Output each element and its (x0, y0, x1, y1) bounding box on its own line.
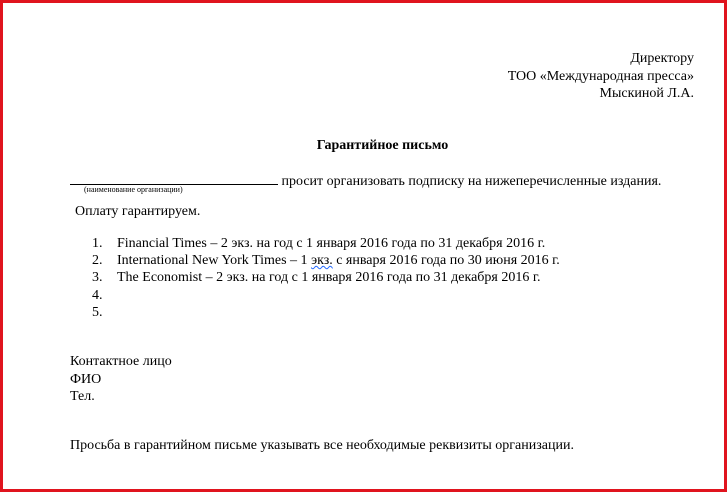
blank-caption: (наименование организации) (84, 185, 183, 194)
spellcheck-flagged-word: экз. (311, 253, 333, 269)
list-item (92, 252, 560, 269)
list-item-text: The Economist – 2 экз. на год с 1 января 2016 года по 31 декабря 2016 г. (117, 270, 541, 286)
list-item-text-part: с января 2016 года по 30 июня 2016 г. (332, 253, 560, 269)
list-item (92, 304, 560, 321)
list-item-number: 5. (92, 304, 103, 320)
list-item-number: 1. (92, 236, 103, 251)
list-item-number: 3. (92, 270, 103, 286)
addressee-block (508, 50, 694, 103)
phone-label: Тел. (70, 389, 95, 404)
list-item (92, 287, 560, 304)
addressee-name: Мыскиной Л.А. (599, 86, 694, 101)
contact-person-label: Контактное лицо (70, 354, 172, 369)
list-item (92, 235, 560, 252)
list-item-number: 4. (92, 287, 103, 303)
intro-text: просит организовать подписку на нижеперечисленные издания. (278, 174, 662, 189)
list-item (92, 269, 560, 286)
letter-title: Гарантийное письмо (316, 138, 449, 153)
list-item-text: Financial Times – 2 экз. на год с 1 января 2016 года по 31 декабря 2016 г. (117, 236, 546, 251)
full-name-label: ФИО (70, 371, 102, 387)
addressee-position: Директору (630, 51, 694, 66)
list-item-number: 2. (92, 253, 103, 269)
payment-guarantee-text: Оплату гарантируем. (75, 204, 201, 219)
requisites-note: Просьба в гарантийном письме указывать все необходимые реквизиты организации. (70, 438, 574, 453)
organization-name-blank (70, 170, 278, 185)
list-item-text-part: International New York Times – 1 (117, 253, 312, 269)
addressee-company: ТОО «Международная пресса» (507, 68, 694, 84)
contact-block (70, 353, 172, 406)
publication-list (92, 235, 560, 321)
